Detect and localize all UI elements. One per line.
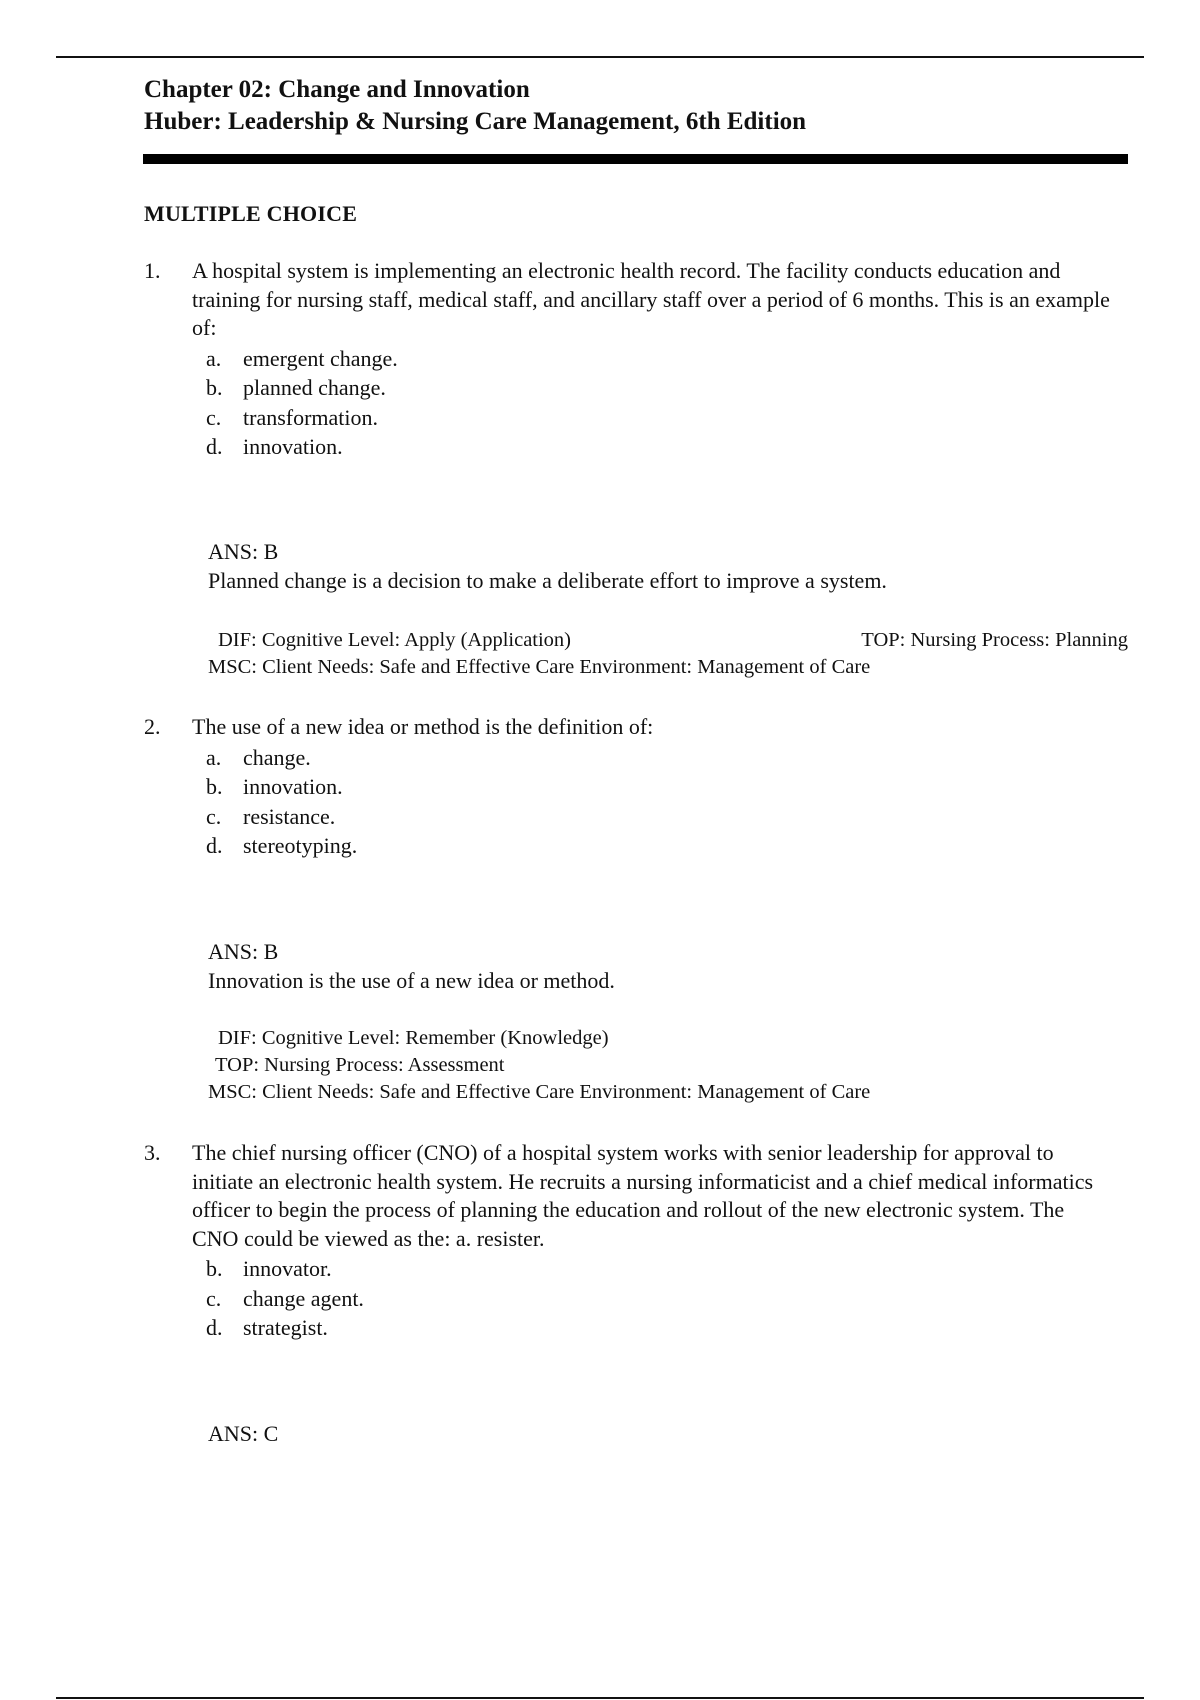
option-letter: c.	[206, 404, 222, 430]
question-stem: The use of a new idea or method is the definition of:	[192, 714, 654, 739]
msc-label: MSC: Client Needs: Safe and Effective Care Environment: Management of Care	[208, 1081, 871, 1103]
answer-block-3	[208, 1419, 1128, 1448]
answer-key: ANS: B	[208, 939, 279, 964]
top-rule	[56, 56, 1144, 58]
answer-key: ANS: B	[208, 539, 279, 564]
option-letter: a.	[206, 345, 222, 371]
option-text: change.	[243, 744, 311, 770]
question-2	[144, 713, 1114, 861]
option-text: resistance.	[243, 803, 336, 829]
option-letter: d.	[206, 434, 223, 459]
dif-label: DIF: Cognitive Level: Remember (Knowledge)	[218, 1027, 609, 1049]
option-b	[206, 373, 1114, 403]
option-a	[206, 743, 1114, 773]
book-title: Huber: Leadership & Nursing Care Management, 6th Edition	[144, 108, 807, 135]
question-1	[144, 257, 1114, 462]
option-list	[206, 344, 1114, 462]
top-label: TOP: Nursing Process: Assessment	[215, 1054, 505, 1076]
option-list	[206, 743, 1114, 861]
option-letter: b.	[206, 774, 223, 799]
meta-block-2	[208, 1025, 1128, 1106]
option-list	[206, 1254, 1114, 1343]
section-heading: MULTIPLE CHOICE	[144, 201, 358, 226]
option-letter: b.	[206, 375, 223, 400]
option-text: change agent.	[243, 1285, 364, 1311]
answer-rationale: Planned change is a decision to make a deliberate effort to improve a system.	[208, 568, 887, 593]
question-3	[144, 1139, 1114, 1343]
question-number: 2.	[144, 714, 161, 739]
option-b	[206, 772, 1114, 802]
header-divider	[143, 154, 1128, 164]
option-letter: a.	[206, 744, 222, 770]
option-text: planned change.	[243, 375, 386, 400]
answer-key: ANS: C	[208, 1421, 279, 1446]
bottom-rule	[56, 1697, 1144, 1699]
option-text: transformation.	[243, 404, 379, 430]
dif-label: DIF: Cognitive Level: Apply (Application)	[218, 629, 572, 651]
option-c	[206, 1284, 1114, 1314]
option-letter: c.	[206, 1285, 222, 1311]
question-stem: The chief nursing officer (CNO) of a hospital system works with senior leadership for approval to initiate an electronic health system. He recruits a nursing informaticist and a chief medical informatics officer to begin the process of planning the education and rollout of the new electronic system. The CNO could be viewed as the: a. resister.	[192, 1140, 1094, 1251]
question-stem: A hospital system is implementing an electronic health record. The facility conducts education and training for nursing staff, medical staff, and ancillary staff over a period of 6 months. This is an example of:	[192, 258, 1110, 340]
option-text: innovator.	[243, 1256, 332, 1281]
option-d	[206, 1313, 1114, 1343]
option-text: innovation.	[243, 434, 343, 459]
top-label: TOP: Nursing Process: Planning	[861, 629, 1128, 651]
option-letter: d.	[206, 1315, 223, 1340]
option-c	[206, 403, 1114, 433]
option-b	[206, 1254, 1114, 1284]
option-d	[206, 831, 1114, 861]
option-text: emergent change.	[243, 345, 398, 371]
option-a	[206, 344, 1114, 374]
question-number: 1.	[144, 258, 161, 283]
option-letter: b.	[206, 1256, 223, 1281]
option-text: stereotyping.	[243, 833, 358, 858]
option-text: strategist.	[243, 1315, 328, 1340]
meta-block-1	[208, 627, 1128, 681]
option-letter: d.	[206, 833, 223, 858]
option-d	[206, 432, 1114, 462]
answer-block-1	[208, 537, 1128, 595]
option-c	[206, 802, 1114, 832]
chapter-title: Chapter 02: Change and Innovation	[144, 76, 530, 103]
answer-block-2	[208, 937, 1128, 995]
answer-rationale: Innovation is the use of a new idea or method.	[208, 968, 615, 993]
option-text: innovation.	[243, 774, 343, 799]
question-number: 3.	[144, 1140, 161, 1165]
msc-label: MSC: Client Needs: Safe and Effective Care Environment: Management of Care	[208, 656, 871, 678]
option-letter: c.	[206, 803, 222, 829]
